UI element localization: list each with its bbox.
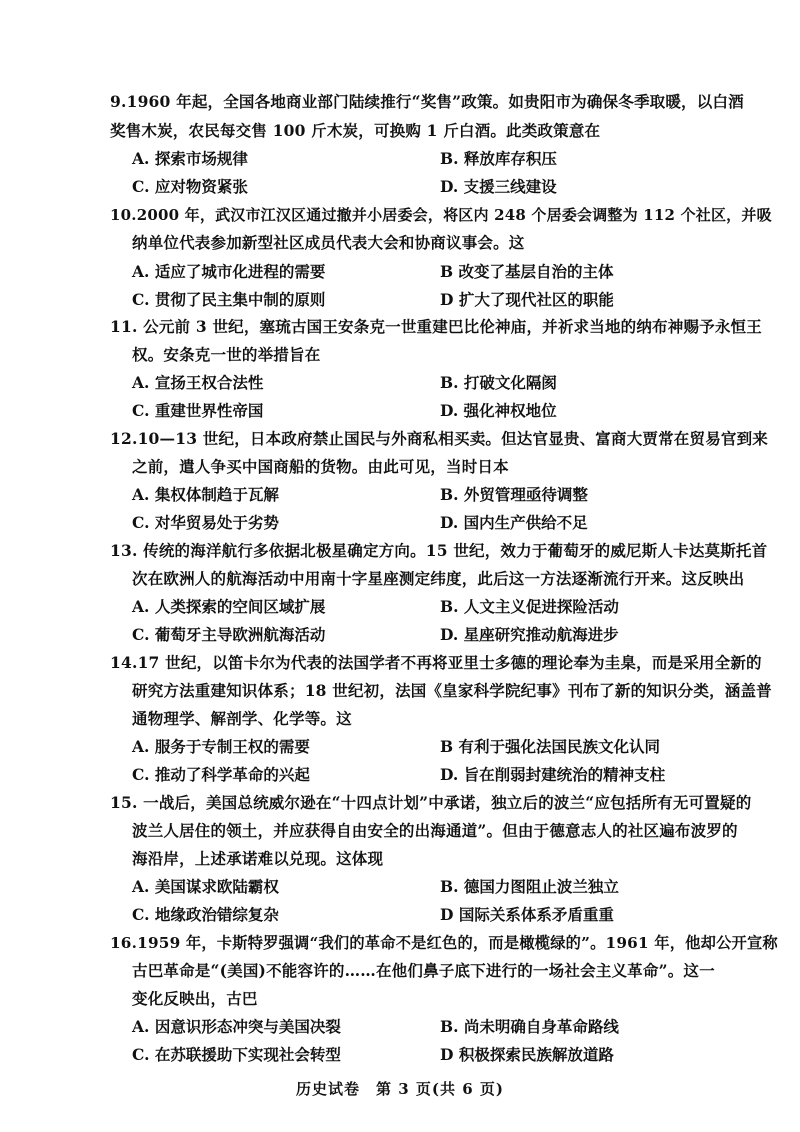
option-a: A. 人类探索的空间区域扩展: [132, 597, 326, 616]
option-d: D 积极探索民族解放道路: [440, 1045, 614, 1064]
option-d: D. 旨在削弱封建统治的精神支柱: [440, 765, 666, 784]
option-c: C. 应对物资紧张: [132, 177, 248, 196]
option-a: A. 服务于专制王权的需要: [132, 737, 310, 756]
question-stem-line: 10.2000 年，武汉市江汉区通过撤并小居委会，将区内 248 个居委会调整为 112 个社区，并吸: [110, 206, 772, 224]
option-d: D. 国内生产供给不足: [440, 513, 588, 532]
question-stem-line: 奖售木炭，农民每交售 100 斤木炭，可换购 1 斤白酒。此类政策意在: [110, 121, 601, 140]
question-stem-line: 变化反映出，古巴: [132, 989, 258, 1008]
option-c: C. 葡萄牙主导欧洲航海活动: [132, 625, 326, 644]
option-c: C. 推动了科学革命的兴起: [132, 765, 310, 784]
option-a: A. 美国谋求欧陆霸权: [132, 877, 279, 896]
option-b: B. 德国力图阻止波兰独立: [440, 877, 619, 896]
option-b: B. 打破文化隔阂: [440, 373, 557, 392]
page-footer: 历史试卷 第 3 页(共 6 页): [296, 1080, 504, 1098]
option-b: B 改变了基层自治的主体: [440, 262, 614, 281]
question-stem-line: 研究方法重建知识体系；18 世纪初，法国《皇家科学院纪事》刊布了新的知识分类，涵盖普: [132, 681, 772, 700]
option-a: A. 探索市场规律: [132, 149, 248, 168]
question-stem-line: 14.17 世纪，以笛卡尔为代表的法国学者不再将亚里士多德的理论奉为圭臬，而是采用全新的: [110, 653, 762, 672]
question-stem-line: 波兰人居住的领土，并应获得自由安全的出海通道”。但由于德意志人的社区遍布波罗的: [132, 821, 738, 840]
option-d: D 扩大了现代社区的职能: [440, 290, 614, 309]
option-a: A. 因意识形态冲突与美国决裂: [132, 1017, 341, 1036]
option-b: B. 外贸管理亟待调整: [440, 485, 588, 504]
question-stem-line: 13. 传统的海洋航行多依据北极星确定方向。15 世纪，效力于葡萄牙的威尼斯人卡达莫斯托首: [110, 541, 768, 560]
option-d: D 国际关系体系矛盾重重: [440, 905, 614, 924]
option-c: C. 地缘政治错综复杂: [132, 905, 279, 924]
option-c: C. 贯彻了民主集中制的原则: [132, 290, 326, 309]
question-stem-line: 之前，遣人争买中国商船的货物。由此可见，当时日本: [132, 457, 509, 476]
question-stem-line: 纳单位代表参加新型社区成员代表大会和协商议事会。这: [132, 233, 525, 252]
question-stem-line: 古巴革命是“(美国)不能容许的……在他们鼻子底下进行的一场社会主义革命”。这一: [132, 961, 715, 980]
option-a: A. 集权体制趋于瓦解: [132, 485, 279, 504]
option-d: D. 支援三线建设: [440, 177, 557, 196]
question-stem-line: 海沿岸，上述承诺难以兑现。这体现: [132, 849, 384, 868]
option-a: A. 宣扬王权合法性: [132, 373, 264, 392]
option-a: A. 适应了城市化进程的需要: [132, 262, 326, 281]
question-stem-line: 15. 一战后，美国总统威尔逊在“十四点计划”中承诺，独立后的波兰“应包括所有无可置疑的: [110, 793, 752, 812]
question-stem-line: 16.1959 年，卡斯特罗强调“我们的革命不是红色的，而是橄榄绿的”。1961 年，他却公开宣称: [110, 934, 778, 952]
question-stem-line: 11. 公元前 3 世纪，塞琉古国王安条克一世重建巴比伦神庙，并祈求当地的纳布神赐予永恒王: [110, 317, 762, 336]
option-b: B. 尚未明确自身革命路线: [440, 1017, 619, 1036]
option-b: B. 释放库存积压: [440, 149, 557, 168]
option-c: C. 重建世界性帝国: [132, 401, 264, 420]
question-stem-line: 9.1960 年起，全国各地商业部门陆续推行“奖售”政策。如贵阳市为确保冬季取暖，以白酒: [110, 92, 744, 111]
option-b: B. 人文主义促进探险活动: [440, 597, 619, 616]
question-stem-line: 通物理学、解剖学、化学等。这: [132, 709, 352, 728]
option-c: C. 对华贸易处于劣势: [132, 513, 279, 532]
question-stem-line: 次在欧洲人的航海活动中用南十字星座测定纬度，此后这一方法逐渐流行开来。这反映出: [132, 569, 745, 588]
option-d: D. 星座研究推动航海进步: [440, 625, 619, 644]
question-stem-line: 权。安条克一世的举措旨在: [132, 345, 321, 364]
option-b: B 有利于强化法国民族文化认同: [440, 737, 660, 756]
option-d: D. 强化神权地位: [440, 401, 557, 420]
option-c: C. 在苏联援助下实现社会转型: [132, 1045, 341, 1064]
question-stem-line: 12.10—13 世纪，日本政府禁止国民与外商私相买卖。但达官显贵、富商大贾常在贸易官到来: [110, 429, 769, 448]
